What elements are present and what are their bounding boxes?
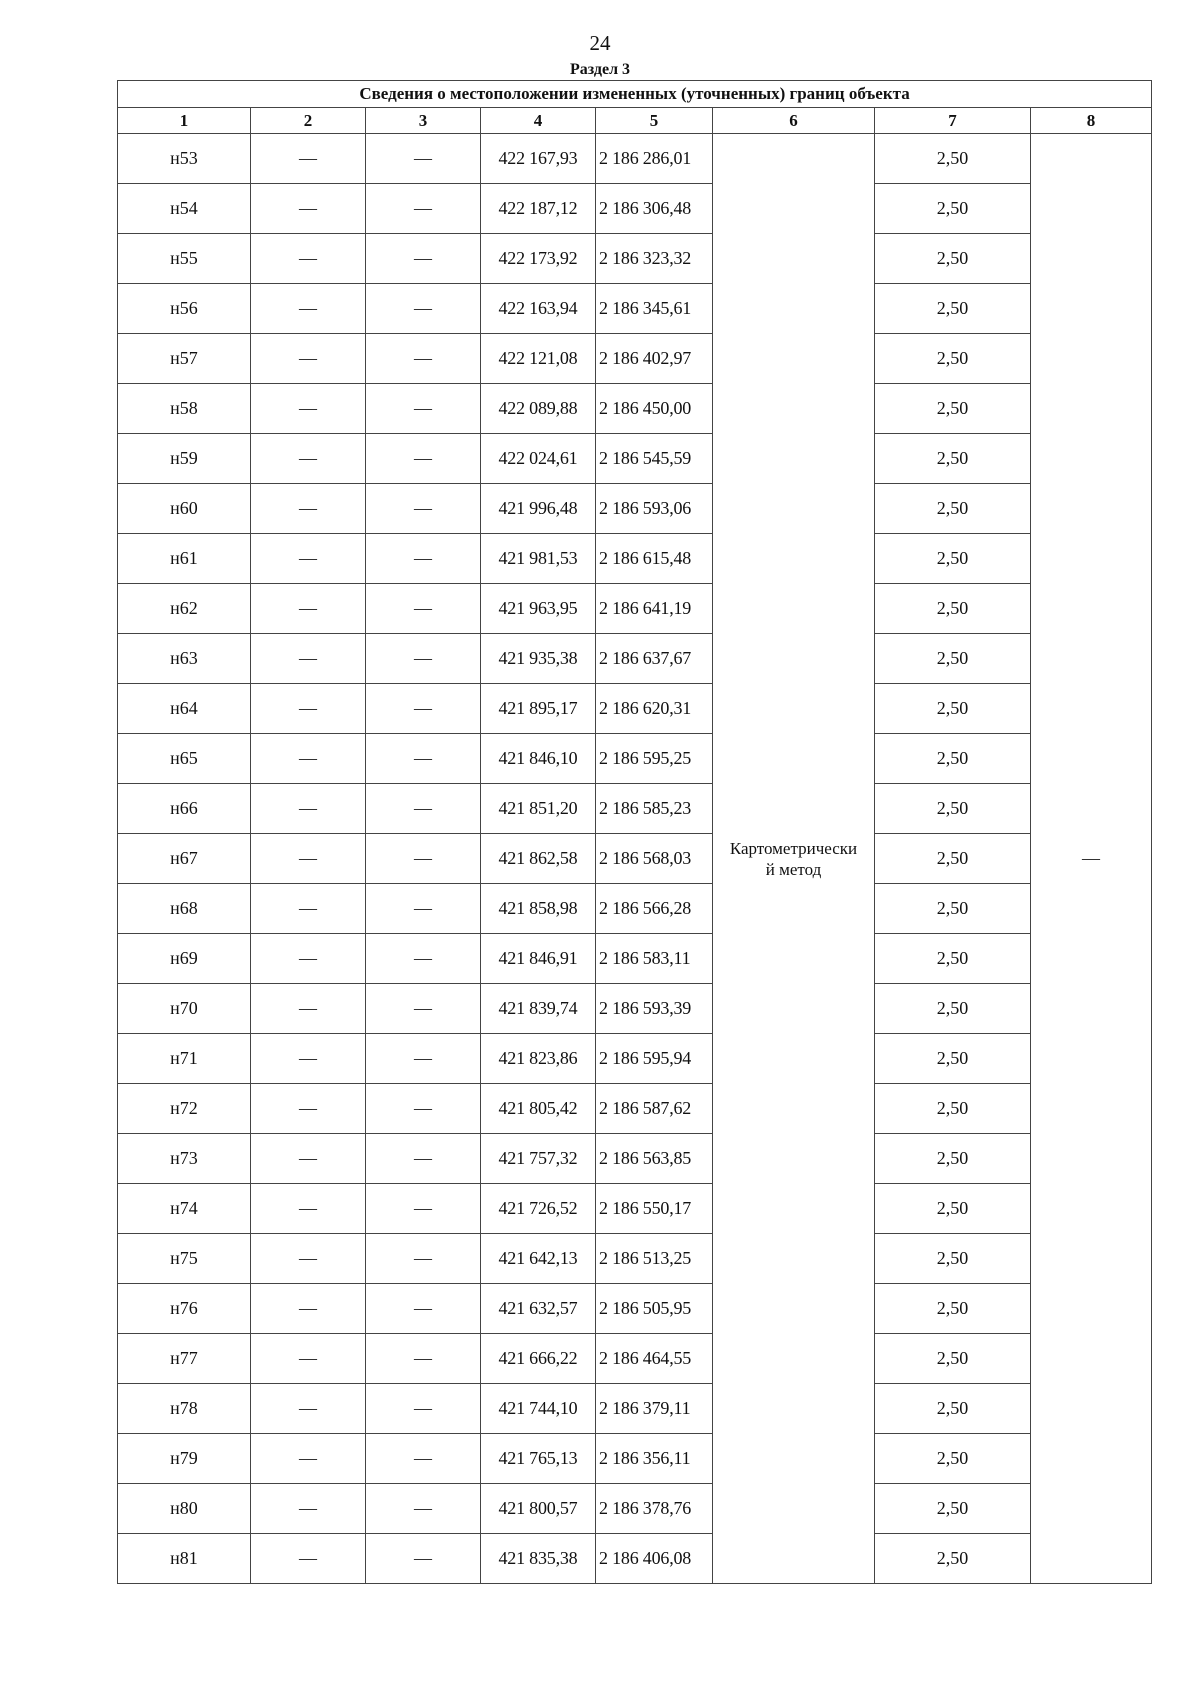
column-3-cell: — — [366, 1134, 481, 1184]
column-header-7: 7 — [875, 108, 1031, 134]
table-row — [118, 934, 1152, 984]
point-name-cell: н63 — [118, 634, 251, 684]
y-coordinate-cell: 2 186 595,94 — [596, 1034, 713, 1084]
y-coordinate-cell: 2 186 585,23 — [596, 784, 713, 834]
table-caption: Сведения о местоположении измененных (уточненных) границ объекта — [118, 81, 1152, 108]
table-row — [118, 1184, 1152, 1234]
column-2-cell: — — [251, 234, 366, 284]
column-2-cell: — — [251, 534, 366, 584]
accuracy-cell: 2,50 — [875, 284, 1031, 334]
column-header-4: 4 — [481, 108, 596, 134]
y-coordinate-cell: 2 186 550,17 — [596, 1184, 713, 1234]
column-2-cell: — — [251, 684, 366, 734]
column-3-cell: — — [366, 484, 481, 534]
table-row — [118, 1084, 1152, 1134]
y-coordinate-cell: 2 186 583,11 — [596, 934, 713, 984]
column-2-cell: — — [251, 834, 366, 884]
x-coordinate-cell: 421 839,74 — [481, 984, 596, 1034]
accuracy-cell: 2,50 — [875, 1534, 1031, 1584]
table-row — [118, 834, 1152, 884]
accuracy-cell: 2,50 — [875, 184, 1031, 234]
table-row — [118, 1284, 1152, 1334]
column-2-cell: — — [251, 1334, 366, 1384]
x-coordinate-cell: 421 726,52 — [481, 1184, 596, 1234]
point-name-cell: н60 — [118, 484, 251, 534]
column-header-6: 6 — [713, 108, 875, 134]
column-3-cell: — — [366, 1334, 481, 1384]
y-coordinate-cell: 2 186 464,55 — [596, 1334, 713, 1384]
accuracy-cell: 2,50 — [875, 1184, 1031, 1234]
column-2-cell: — — [251, 634, 366, 684]
accuracy-cell: 2,50 — [875, 234, 1031, 284]
column-2-cell: — — [251, 584, 366, 634]
column-2-cell: — — [251, 784, 366, 834]
column-3-cell: — — [366, 384, 481, 434]
column-3-cell: — — [366, 334, 481, 384]
table-row — [118, 1484, 1152, 1534]
point-name-cell: н74 — [118, 1184, 251, 1234]
column-3-cell: — — [366, 234, 481, 284]
y-coordinate-cell: 2 186 402,97 — [596, 334, 713, 384]
method-text-line-1: Картометрически — [729, 838, 858, 858]
column-3-cell: — — [366, 284, 481, 334]
table-row — [118, 434, 1152, 484]
accuracy-cell: 2,50 — [875, 1134, 1031, 1184]
x-coordinate-cell: 421 823,86 — [481, 1034, 596, 1084]
table-row — [118, 1434, 1152, 1484]
column-2-cell: — — [251, 1134, 366, 1184]
accuracy-cell: 2,50 — [875, 734, 1031, 784]
accuracy-cell: 2,50 — [875, 1484, 1031, 1534]
column-header-2: 2 — [251, 108, 366, 134]
point-name-cell: н54 — [118, 184, 251, 234]
accuracy-cell: 2,50 — [875, 784, 1031, 834]
column-2-cell: — — [251, 134, 366, 184]
y-coordinate-cell: 2 186 593,06 — [596, 484, 713, 534]
point-name-cell: н73 — [118, 1134, 251, 1184]
column-3-cell: — — [366, 934, 481, 984]
column-header-5: 5 — [596, 108, 713, 134]
point-name-cell: н70 — [118, 984, 251, 1034]
point-name-cell: н65 — [118, 734, 251, 784]
x-coordinate-cell: 421 666,22 — [481, 1334, 596, 1384]
point-name-cell: н72 — [118, 1084, 251, 1134]
accuracy-cell: 2,50 — [875, 384, 1031, 434]
x-coordinate-cell: 421 642,13 — [481, 1234, 596, 1284]
column-2-cell: — — [251, 184, 366, 234]
y-coordinate-cell: 2 186 641,19 — [596, 584, 713, 634]
column-2-cell: — — [251, 934, 366, 984]
y-coordinate-cell: 2 186 620,31 — [596, 684, 713, 734]
x-coordinate-cell: 421 800,57 — [481, 1484, 596, 1534]
point-name-cell: н62 — [118, 584, 251, 634]
column-3-cell: — — [366, 1534, 481, 1584]
x-coordinate-cell: 422 187,12 — [481, 184, 596, 234]
accuracy-cell: 2,50 — [875, 434, 1031, 484]
table-row — [118, 1384, 1152, 1434]
x-coordinate-cell: 421 757,32 — [481, 1134, 596, 1184]
y-coordinate-cell: 2 186 637,67 — [596, 634, 713, 684]
method-text-line-2: й метод — [765, 859, 822, 879]
table-row — [118, 584, 1152, 634]
column-3-cell: — — [366, 1434, 481, 1484]
x-coordinate-cell: 421 895,17 — [481, 684, 596, 734]
table-row — [118, 734, 1152, 784]
column-3-cell: — — [366, 1084, 481, 1134]
table-row — [118, 1534, 1152, 1584]
column-2-cell: — — [251, 1284, 366, 1334]
column-number-row — [118, 108, 1152, 134]
x-coordinate-cell: 422 089,88 — [481, 384, 596, 434]
x-coordinate-cell: 421 935,38 — [481, 634, 596, 684]
column-3-cell: — — [366, 1484, 481, 1534]
accuracy-cell: 2,50 — [875, 1434, 1031, 1484]
column-3-cell: — — [366, 534, 481, 584]
point-name-cell: н75 — [118, 1234, 251, 1284]
section-title: Раздел 3 — [569, 61, 631, 78]
x-coordinate-cell: 421 963,95 — [481, 584, 596, 634]
x-coordinate-cell: 421 851,20 — [481, 784, 596, 834]
column-header-3: 3 — [366, 108, 481, 134]
x-coordinate-cell: 422 167,93 — [481, 134, 596, 184]
y-coordinate-cell: 2 186 378,76 — [596, 1484, 713, 1534]
column-2-cell: — — [251, 734, 366, 784]
column-8-cell: — — [1031, 134, 1152, 1584]
column-3-cell: — — [366, 1184, 481, 1234]
point-name-cell: н64 — [118, 684, 251, 734]
table-row — [118, 884, 1152, 934]
x-coordinate-cell: 421 996,48 — [481, 484, 596, 534]
y-coordinate-cell: 2 186 513,25 — [596, 1234, 713, 1284]
x-coordinate-cell: 422 173,92 — [481, 234, 596, 284]
accuracy-cell: 2,50 — [875, 1384, 1031, 1434]
accuracy-cell: 2,50 — [875, 1084, 1031, 1134]
x-coordinate-cell: 421 632,57 — [481, 1284, 596, 1334]
point-name-cell: н58 — [118, 384, 251, 434]
y-coordinate-cell: 2 186 345,61 — [596, 284, 713, 334]
y-coordinate-cell: 2 186 356,11 — [596, 1434, 713, 1484]
table-row — [118, 634, 1152, 684]
point-name-cell: н76 — [118, 1284, 251, 1334]
y-coordinate-cell: 2 186 323,32 — [596, 234, 713, 284]
accuracy-cell: 2,50 — [875, 1334, 1031, 1384]
x-coordinate-cell: 421 846,91 — [481, 934, 596, 984]
point-name-cell: н71 — [118, 1034, 251, 1084]
accuracy-cell: 2,50 — [875, 334, 1031, 384]
point-name-cell: н53 — [118, 134, 251, 184]
accuracy-cell: 2,50 — [875, 1284, 1031, 1334]
point-name-cell: н67 — [118, 834, 251, 884]
y-coordinate-cell: 2 186 379,11 — [596, 1384, 713, 1434]
accuracy-cell: 2,50 — [875, 134, 1031, 184]
table-body — [118, 134, 1152, 1584]
y-coordinate-cell: 2 186 587,62 — [596, 1084, 713, 1134]
column-3-cell: — — [366, 1034, 481, 1084]
column-3-cell: — — [366, 134, 481, 184]
column-3-cell: — — [366, 734, 481, 784]
column-2-cell: — — [251, 1234, 366, 1284]
page-number: 24 — [589, 31, 611, 55]
column-header-8: 8 — [1031, 108, 1152, 134]
column-2-cell: — — [251, 1534, 366, 1584]
column-3-cell: — — [366, 1384, 481, 1434]
table-row — [118, 484, 1152, 534]
column-3-cell: — — [366, 784, 481, 834]
accuracy-cell: 2,50 — [875, 684, 1031, 734]
y-coordinate-cell: 2 186 406,08 — [596, 1534, 713, 1584]
column-2-cell: — — [251, 1484, 366, 1534]
x-coordinate-cell: 422 024,61 — [481, 434, 596, 484]
table-row — [118, 1134, 1152, 1184]
column-3-cell: — — [366, 584, 481, 634]
y-coordinate-cell: 2 186 566,28 — [596, 884, 713, 934]
column-2-cell: — — [251, 1084, 366, 1134]
accuracy-cell: 2,50 — [875, 634, 1031, 684]
table-row — [118, 134, 1152, 184]
point-name-cell: н59 — [118, 434, 251, 484]
table-row — [118, 184, 1152, 234]
y-coordinate-cell: 2 186 505,95 — [596, 1284, 713, 1334]
x-coordinate-cell: 422 121,08 — [481, 334, 596, 384]
point-name-cell: н56 — [118, 284, 251, 334]
column-3-cell: — — [366, 884, 481, 934]
column-3-cell: — — [366, 634, 481, 684]
table-row — [118, 1334, 1152, 1384]
point-name-cell: н80 — [118, 1484, 251, 1534]
accuracy-cell: 2,50 — [875, 934, 1031, 984]
y-coordinate-cell: 2 186 568,03 — [596, 834, 713, 884]
table-row — [118, 284, 1152, 334]
column-2-cell: — — [251, 434, 366, 484]
table-row — [118, 384, 1152, 434]
x-coordinate-cell: 421 765,13 — [481, 1434, 596, 1484]
x-coordinate-cell: 421 981,53 — [481, 534, 596, 584]
point-name-cell: н68 — [118, 884, 251, 934]
x-coordinate-cell: 421 805,42 — [481, 1084, 596, 1134]
column-3-cell: — — [366, 184, 481, 234]
accuracy-cell: 2,50 — [875, 1034, 1031, 1084]
accuracy-cell: 2,50 — [875, 1234, 1031, 1284]
accuracy-cell: 2,50 — [875, 884, 1031, 934]
column-3-cell: — — [366, 1234, 481, 1284]
y-coordinate-cell: 2 186 286,01 — [596, 134, 713, 184]
accuracy-cell: 2,50 — [875, 484, 1031, 534]
accuracy-cell: 2,50 — [875, 834, 1031, 884]
column-2-cell: — — [251, 384, 366, 434]
table-row — [118, 1234, 1152, 1284]
column-2-cell: — — [251, 984, 366, 1034]
column-2-cell: — — [251, 484, 366, 534]
accuracy-cell: 2,50 — [875, 584, 1031, 634]
table-row — [118, 984, 1152, 1034]
column-3-cell: — — [366, 834, 481, 884]
y-coordinate-cell: 2 186 545,59 — [596, 434, 713, 484]
point-name-cell: н79 — [118, 1434, 251, 1484]
x-coordinate-cell: 421 846,10 — [481, 734, 596, 784]
x-coordinate-cell: 421 862,58 — [481, 834, 596, 884]
boundary-coordinates-table — [117, 80, 1152, 1584]
x-coordinate-cell: 421 744,10 — [481, 1384, 596, 1434]
column-2-cell: — — [251, 334, 366, 384]
point-name-cell: н57 — [118, 334, 251, 384]
table-row — [118, 334, 1152, 384]
table-row — [118, 784, 1152, 834]
table-row — [118, 684, 1152, 734]
column-3-cell: — — [366, 984, 481, 1034]
point-name-cell: н81 — [118, 1534, 251, 1584]
y-coordinate-cell: 2 186 563,85 — [596, 1134, 713, 1184]
point-name-cell: н61 — [118, 534, 251, 584]
accuracy-cell: 2,50 — [875, 984, 1031, 1034]
point-name-cell: н69 — [118, 934, 251, 984]
column-2-cell: — — [251, 1434, 366, 1484]
x-coordinate-cell: 421 858,98 — [481, 884, 596, 934]
column-2-cell: — — [251, 284, 366, 334]
y-coordinate-cell: 2 186 593,39 — [596, 984, 713, 1034]
accuracy-cell: 2,50 — [875, 534, 1031, 584]
column-2-cell: — — [251, 1384, 366, 1434]
column-2-cell: — — [251, 1034, 366, 1084]
x-coordinate-cell: 421 835,38 — [481, 1534, 596, 1584]
point-name-cell: н55 — [118, 234, 251, 284]
table-row — [118, 1034, 1152, 1084]
x-coordinate-cell: 422 163,94 — [481, 284, 596, 334]
column-2-cell: — — [251, 1184, 366, 1234]
y-coordinate-cell: 2 186 450,00 — [596, 384, 713, 434]
y-coordinate-cell: 2 186 615,48 — [596, 534, 713, 584]
point-name-cell: н66 — [118, 784, 251, 834]
column-3-cell: — — [366, 434, 481, 484]
y-coordinate-cell: 2 186 306,48 — [596, 184, 713, 234]
column-header-1: 1 — [118, 108, 251, 134]
column-2-cell: — — [251, 884, 366, 934]
method-cell — [713, 134, 875, 1584]
table-row — [118, 234, 1152, 284]
table-row — [118, 534, 1152, 584]
y-coordinate-cell: 2 186 595,25 — [596, 734, 713, 784]
point-name-cell: н77 — [118, 1334, 251, 1384]
column-3-cell: — — [366, 1284, 481, 1334]
column-3-cell: — — [366, 684, 481, 734]
point-name-cell: н78 — [118, 1384, 251, 1434]
